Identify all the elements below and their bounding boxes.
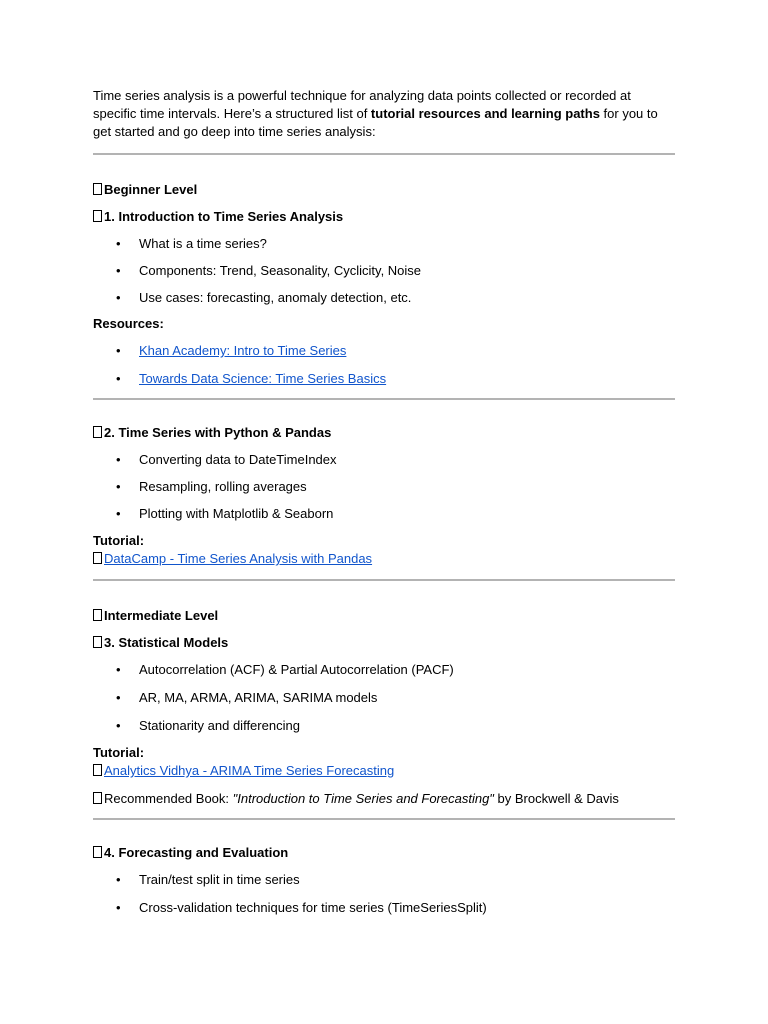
section-4-bullet-list <box>93 871 675 917</box>
list-item <box>93 370 675 388</box>
list-item: • AR, MA, ARMA, ARIMA, SARIMA models <box>93 689 675 707</box>
towards-data-science-link[interactable]: Towards Data Science: Time Series Basics <box>139 371 387 386</box>
section-2-heading: 2. Time Series with Python & Pandas <box>93 424 675 442</box>
tutorial-label: Tutorial: <box>93 533 145 548</box>
tutorial-line <box>93 762 675 780</box>
missing-glyph-icon <box>93 609 102 621</box>
book-title: "Introduction to Time Series and Forecasting" <box>232 791 494 806</box>
divider-1 <box>93 153 675 155</box>
khan-academy-link[interactable]: Khan Academy: Intro to Time Series <box>139 343 347 358</box>
section-1-heading: 1. Introduction to Time Series Analysis <box>93 208 675 226</box>
divider-3 <box>93 579 675 581</box>
intro-paragraph <box>93 87 675 141</box>
missing-glyph-icon <box>93 210 102 222</box>
intro-text-end: for you to get started and go deep into time series analysis: <box>93 106 658 139</box>
list-item: • Plotting with Matplotlib & Seaborn <box>93 505 675 523</box>
list-item: • Use cases: forecasting, anomaly detection, etc. <box>93 289 675 307</box>
intermediate-level-heading: Intermediate Level <box>93 607 675 625</box>
list-item: • Train/test split in time series <box>93 871 675 889</box>
missing-glyph-icon <box>93 552 102 564</box>
missing-glyph-icon <box>93 636 102 648</box>
missing-glyph-icon <box>93 764 102 776</box>
tutorial-label: Tutorial: <box>93 745 145 760</box>
beginner-level-heading: Beginner Level <box>93 181 675 199</box>
datacamp-link[interactable]: DataCamp - Time Series Analysis with Pandas <box>104 551 373 566</box>
list-item: • Autocorrelation (ACF) & Partial Autocorrelation (PACF) <box>93 661 675 679</box>
document-content <box>93 87 675 917</box>
section-3-heading: 3. Statistical Models <box>93 634 675 652</box>
missing-glyph-icon <box>93 426 102 438</box>
list-item: • Components: Trend, Seasonality, Cyclicity, Noise <box>93 262 675 280</box>
section-4-heading: 4. Forecasting and Evaluation <box>93 844 675 862</box>
missing-glyph-icon <box>93 792 102 804</box>
missing-glyph-icon <box>93 846 102 858</box>
missing-glyph-icon <box>93 183 102 195</box>
list-item: • What is a time series? <box>93 235 675 253</box>
section-1-bullet-list <box>93 235 675 307</box>
intro-bold-text: tutorial resources and learning paths <box>370 106 600 121</box>
tutorial-line <box>93 550 675 568</box>
list-item <box>93 342 675 360</box>
divider-2 <box>93 398 675 400</box>
resources-label: Resources: <box>93 316 164 331</box>
analytics-vidhya-link[interactable]: Analytics Vidhya - ARIMA Time Series Forecasting <box>104 763 395 778</box>
intro-text: Time series analysis is a powerful technique for analyzing data points collected or recorded at specific time intervals. Here’s a structured list of <box>93 88 631 121</box>
list-item: • Resampling, rolling averages <box>93 478 675 496</box>
list-item: • Converting data to DateTimeIndex <box>93 451 675 469</box>
recommended-book-line: Recommended Book: "Introduction to Time Series and Forecasting" by Brockwell & Davis <box>93 790 675 808</box>
list-item: • Stationarity and differencing <box>93 717 675 735</box>
section-2-bullet-list <box>93 451 675 523</box>
divider-4 <box>93 818 675 820</box>
list-item: • Cross-validation techniques for time series (TimeSeriesSplit) <box>93 899 675 917</box>
resources-list <box>93 342 675 388</box>
section-3-bullet-list <box>93 661 675 735</box>
